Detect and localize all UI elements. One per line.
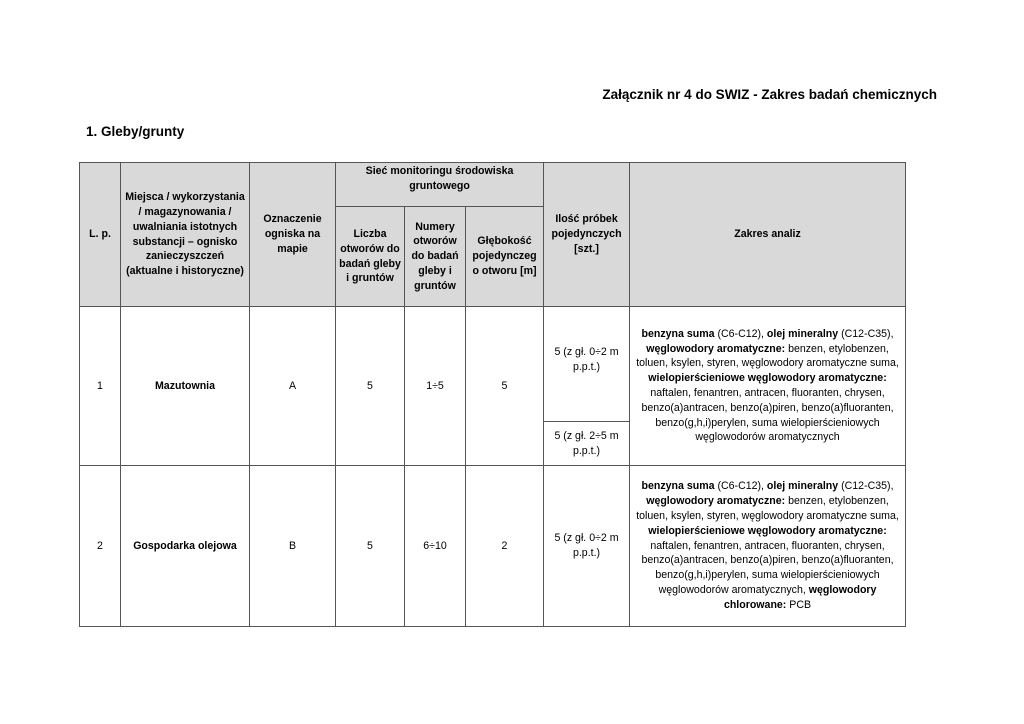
header-zakres: Zakres analiz: [630, 163, 906, 307]
cell-liczba: 5: [336, 307, 405, 466]
zakres-text: (C6-C12),: [714, 480, 767, 493]
zakres-text: (C6-C12),: [714, 327, 767, 340]
cell-liczba: 5: [336, 466, 405, 627]
zakres-text: (C12-C35),: [838, 480, 894, 493]
cell-lp: 2: [80, 466, 121, 627]
cell-numery: 6÷10: [405, 466, 466, 627]
cell-zakres: [630, 466, 906, 627]
zakres-text: naftalen, fenantren, antracen, fluoranten, chrysen, benzo(a)antracen, benzo(a)piren, benzo(a)fluoranten, benzo(g,h,i)perylen, suma wielopierścieniowych węglowodorów aromatycznych: [641, 387, 894, 444]
zakres-text: benzyna suma: [641, 327, 715, 340]
zakres-text: benzyna suma: [641, 480, 715, 493]
header-oznaczenie: Oznaczenie ogniska na mapie: [250, 163, 336, 307]
cell-ilosc: 5 (z gł. 0÷2 m p.p.t.): [544, 466, 630, 627]
cell-miejsce: Gospodarka olejowa: [121, 466, 250, 627]
zakres-text: naftalen, fenantren, antracen, fluoranten, chrysen, benzo(a)antracen, benzo(a)piren, benzo(a)fluoranten, benzo(g,h,i)perylen, suma wielopierścieniowych węglowodorów aromatycznych,: [641, 539, 894, 596]
table-row: [80, 466, 906, 627]
section-heading: 1. Gleby/grunty: [86, 124, 185, 139]
cell-miejsce: Mazutownia: [121, 307, 250, 466]
document-title: Załącznik nr 4 do SWIZ - Zakres badań chemicznych: [602, 87, 937, 102]
zakres-text: benzen, etylobenzen, toluen, ksylen, styren, węglowodory aromatyczne suma,: [636, 495, 899, 522]
cell-lp: 1: [80, 307, 121, 466]
cell-glebokosc: 5: [466, 307, 544, 466]
header-lp: L. p.: [80, 163, 121, 307]
zakres-text: węglowodory chlorowane:: [723, 583, 877, 611]
header-glebokosc: Głębokość pojedynczeg o otworu [m]: [466, 207, 544, 307]
zakres-text: olej mineralny: [766, 480, 839, 493]
zakres-text: węglowodory aromatyczne:: [646, 342, 786, 355]
zakres-text: węglowodory aromatyczne:: [646, 495, 786, 508]
zakres-text: wielopierścieniowe węglowodory aromatyczne:: [648, 524, 887, 537]
header-siec: Sieć monitoringu środowiska gruntowego: [336, 163, 544, 207]
zakres-text: (C12-C35),: [838, 327, 894, 340]
zakres-text: benzen, etylobenzen, toluen, ksylen, styren, węglowodory aromatyczne suma,: [636, 342, 899, 370]
zakres-text: olej mineralny: [766, 327, 839, 340]
zakres-text: wielopierścieniowe węglowodory aromatyczne:: [648, 372, 887, 385]
cell-ilosc: 5 (z gł. 2÷5 m p.p.t.): [544, 422, 630, 466]
cell-glebokosc: 2: [466, 466, 544, 627]
header-ilosc: Ilość próbek pojedynczych [szt.]: [544, 163, 630, 307]
analysis-table: [79, 162, 906, 627]
header-liczba: Liczba otworów do badań gleby i gruntów: [336, 207, 405, 307]
cell-oznaczenie: A: [250, 307, 336, 466]
header-miejsca: Miejsca / wykorzystania / magazynowania / uwalniania istotnych substancji – ognisko zanieczyszczeń (aktualne i historyczne): [121, 163, 250, 307]
header-numery: Numery otworów do badań gleby i gruntów: [405, 207, 466, 307]
cell-ilosc: 5 (z gł. 0÷2 m p.p.t.): [544, 307, 630, 422]
table-row: [80, 307, 906, 422]
cell-oznaczenie: B: [250, 466, 336, 627]
zakres-text: PCB: [786, 598, 812, 611]
cell-numery: 1÷5: [405, 307, 466, 466]
cell-zakres: [630, 307, 906, 466]
